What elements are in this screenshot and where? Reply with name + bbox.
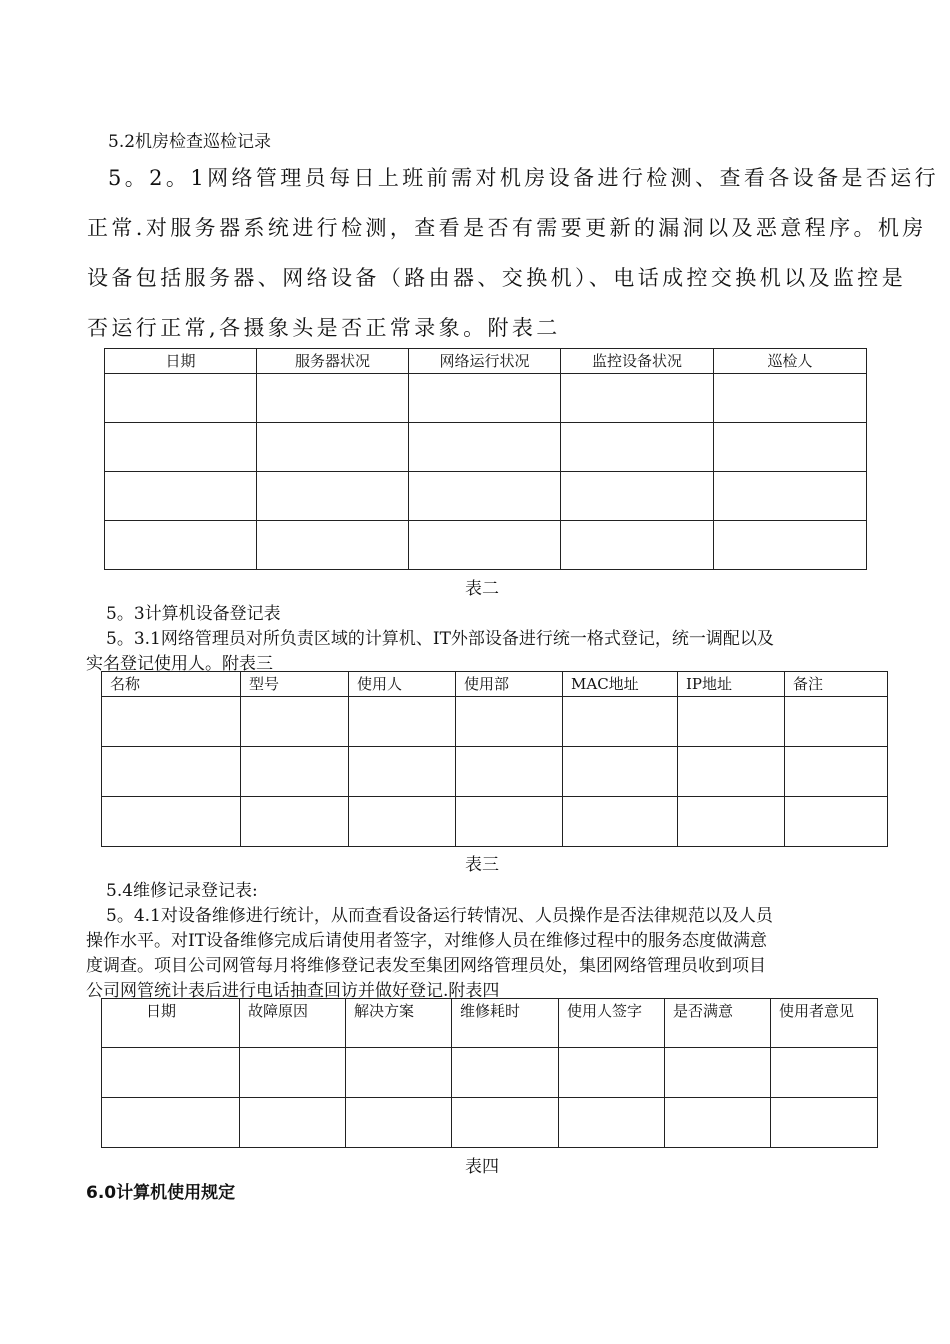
- table-cell: [102, 747, 241, 797]
- table-row: [102, 1098, 878, 1148]
- table-cell: [349, 797, 456, 847]
- table-cell: [105, 472, 257, 521]
- table-2-header-date: 日期: [105, 349, 257, 374]
- table-cell: [678, 747, 785, 797]
- table-cell: [102, 1098, 240, 1148]
- table-cell: [241, 797, 349, 847]
- table-4-header-date: 日期: [102, 999, 240, 1048]
- table-2-header-row: [105, 349, 867, 374]
- table-2-header-inspector: 巡检人: [714, 349, 867, 374]
- table-cell: [409, 521, 561, 570]
- table-2: [104, 348, 867, 570]
- table-row: [102, 697, 888, 747]
- section-5-2-line-3: 设备包括服务器、网络设备（路由器、交换机）、电话成控交换机以及监控是: [87, 266, 907, 290]
- table-cell: [349, 747, 456, 797]
- table-3-header-row: [102, 672, 888, 697]
- table-cell: [241, 697, 349, 747]
- table-4-header-solution: 解决方案: [346, 999, 452, 1048]
- table-4-header-user-opinion: 使用者意见: [771, 999, 878, 1048]
- table-2-header-network-status: 网络运行状况: [409, 349, 561, 374]
- table-cell: [665, 1048, 771, 1098]
- table-cell: [409, 374, 561, 423]
- table-cell: [561, 423, 714, 472]
- section-5-4-heading: 5.4维修记录登记表:: [106, 881, 258, 901]
- table-cell: [452, 1098, 559, 1148]
- table-cell: [678, 697, 785, 747]
- table-3-header-user: 使用人: [349, 672, 456, 697]
- table-3: [101, 671, 888, 847]
- table-cell: [240, 1098, 346, 1148]
- table-cell: [785, 747, 888, 797]
- table-cell: [563, 697, 678, 747]
- table-cell: [105, 423, 257, 472]
- table-2-caption: 表二: [465, 579, 499, 599]
- table-row: [105, 374, 867, 423]
- table-cell: [456, 747, 563, 797]
- table-2-header-monitor-status: 监控设备状况: [561, 349, 714, 374]
- table-cell: [561, 521, 714, 570]
- table-cell: [456, 697, 563, 747]
- section-5-2-line-4: 否运行正常,各摄象头是否正常录象。附表二: [87, 316, 561, 340]
- table-row: [105, 521, 867, 570]
- table-cell: [561, 374, 714, 423]
- section-5-2-line-1: 5。2。1网络管理员每日上班前需对机房设备进行检测、查看各设备是否运行: [108, 166, 940, 190]
- table-3-header-department: 使用部: [456, 672, 563, 697]
- table-row: [105, 472, 867, 521]
- section-5-3-line-1: 5。3.1网络管理员对所负责区域的计算机、IT外部设备进行统一格式登记，统一调配以及: [106, 629, 774, 649]
- table-3-header-ip: IP地址: [678, 672, 785, 697]
- table-3-header-mac: MAC地址: [563, 672, 678, 697]
- section-6-0-heading: 6.0计算机使用规定: [86, 1183, 236, 1203]
- table-cell: [559, 1098, 665, 1148]
- table-cell: [452, 1048, 559, 1098]
- section-5-4-line-4: 公司网管统计表后进行电话抽查回访并做好登记.附表四: [86, 981, 500, 1001]
- table-cell: [785, 697, 888, 747]
- table-cell: [559, 1048, 665, 1098]
- table-4-header-satisfied: 是否满意: [665, 999, 771, 1048]
- section-5-4-line-2: 操作水平。对IT设备维修完成后请使用者签字，对维修人员在维修过程中的服务态度做满意: [86, 931, 768, 951]
- table-4: [101, 998, 878, 1148]
- table-cell: [561, 472, 714, 521]
- table-row: [102, 747, 888, 797]
- table-cell: [563, 747, 678, 797]
- table-cell: [257, 374, 409, 423]
- table-4-header-fault-cause: 故障原因: [240, 999, 346, 1048]
- section-5-2-line-2: 正常.对服务器系统进行检测，查看是否有需要更新的漏洞以及恶意程序。机房: [87, 216, 927, 240]
- table-3-caption: 表三: [465, 855, 499, 875]
- table-4-header-repair-time: 维修耗时: [452, 999, 559, 1048]
- table-cell: [714, 374, 867, 423]
- table-cell: [409, 472, 561, 521]
- table-cell: [665, 1098, 771, 1148]
- section-5-3-heading: 5。3计算机设备登记表: [106, 604, 281, 624]
- table-4-caption: 表四: [465, 1157, 499, 1177]
- table-3-header-notes: 备注: [785, 672, 888, 697]
- table-cell: [257, 472, 409, 521]
- table-cell: [241, 747, 349, 797]
- table-cell: [346, 1098, 452, 1148]
- table-cell: [102, 1048, 240, 1098]
- table-cell: [105, 374, 257, 423]
- table-row: [105, 423, 867, 472]
- table-cell: [349, 697, 456, 747]
- table-4-header-row: [102, 999, 878, 1048]
- table-cell: [714, 472, 867, 521]
- table-row: [102, 797, 888, 847]
- table-cell: [456, 797, 563, 847]
- table-cell: [409, 423, 561, 472]
- table-cell: [714, 521, 867, 570]
- table-2-header-server-status: 服务器状况: [257, 349, 409, 374]
- table-cell: [346, 1048, 452, 1098]
- section-5-4-line-3: 度调查。项目公司网管每月将维修登记表发至集团网络管理员处，集团网络管理员收到项目: [86, 956, 766, 976]
- table-cell: [678, 797, 785, 847]
- table-cell: [563, 797, 678, 847]
- table-row: [102, 1048, 878, 1098]
- table-3-header-model: 型号: [241, 672, 349, 697]
- table-cell: [105, 521, 257, 570]
- table-cell: [771, 1098, 878, 1148]
- table-cell: [771, 1048, 878, 1098]
- section-5-4-line-1: 5。4.1对设备维修进行统计，从而查看设备运行转情况、人员操作是否法律规范以及人员: [106, 906, 773, 926]
- table-cell: [257, 423, 409, 472]
- table-cell: [102, 697, 241, 747]
- table-cell: [785, 797, 888, 847]
- table-cell: [240, 1048, 346, 1098]
- table-3-header-name: 名称: [102, 672, 241, 697]
- section-5-2-heading: 5.2机房检查巡检记录: [108, 132, 272, 152]
- table-4-header-user-signature: 使用人签字: [559, 999, 665, 1048]
- table-cell: [257, 521, 409, 570]
- table-cell: [714, 423, 867, 472]
- table-cell: [102, 797, 241, 847]
- section-5-3-line-2: 实名登记使用人。附表三: [86, 654, 273, 674]
